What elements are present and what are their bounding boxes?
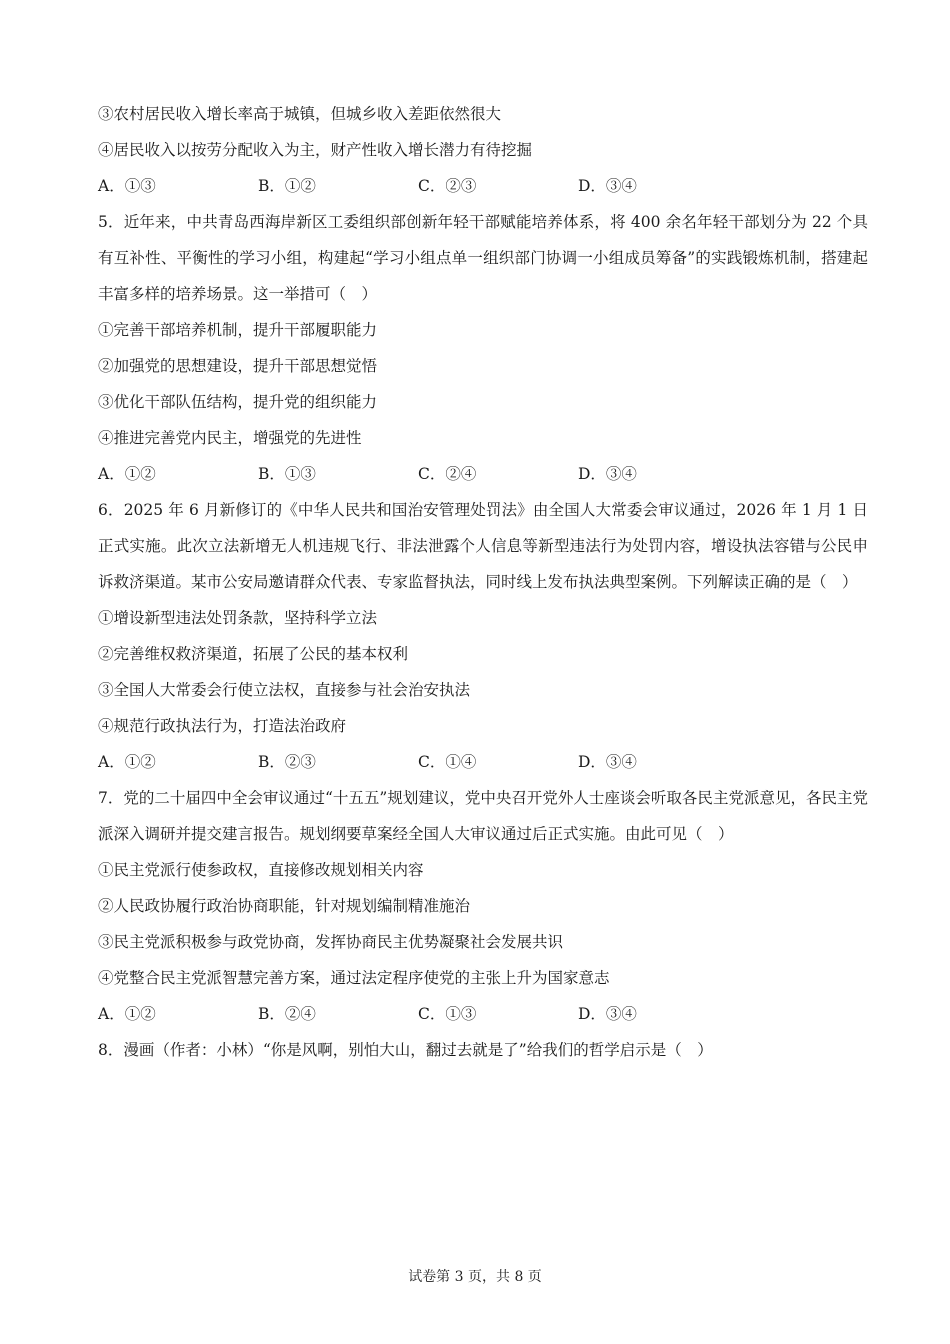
choice-item: ②人民政协履行政治协商职能，针对规划编制精准施治 xyxy=(98,897,471,915)
choice-item: ②完善维权救济渠道，拓展了公民的基本权利 xyxy=(98,645,409,663)
answer-options xyxy=(98,168,868,204)
choice-item: ④规范行政执法行为，打造法治政府 xyxy=(98,717,347,735)
question-stem: 6．2025 年 6 月新修订的《中华人民共和国治安管理处罚法》由全国人大常委会审议通过，2026 年 1 月 1 日正式实施。此次立法新增无人机违规飞行、非法泄露个人信息等新型违法行为处罚内容，增设执法容错与公民申诉救济渠道。某市公安局邀请群众代表、专家监督执法，同时线上发布执法典型案例。下列解读正确的是（ ） xyxy=(98,501,868,591)
choice-item: ④推进完善党内民主，增强党的先进性 xyxy=(98,429,362,447)
page-footer: 试卷第 3 页，共 8 页 xyxy=(408,1269,542,1285)
exam-page-content xyxy=(98,96,868,1068)
option-a: A．①② xyxy=(98,1005,156,1023)
question-6 xyxy=(98,492,868,780)
option-d: D．③④ xyxy=(578,177,637,195)
option-d: D．③④ xyxy=(578,753,637,771)
choice-item: ④居民收入以按劳分配收入为主，财产性收入增长潜力有待挖掘 xyxy=(98,141,533,159)
option-b: B．①② xyxy=(258,177,316,195)
choice-item: ①增设新型违法处罚条款，坚持科学立法 xyxy=(98,609,378,627)
choice-item: ③优化干部队伍结构，提升党的组织能力 xyxy=(98,393,378,411)
option-d: D．③④ xyxy=(578,1005,637,1023)
choice-item: ①完善干部培养机制，提升干部履职能力 xyxy=(98,321,378,339)
question-8 xyxy=(98,1032,868,1068)
choice-item: ①民主党派行使参政权，直接修改规划相关内容 xyxy=(98,861,424,879)
option-d: D．③④ xyxy=(578,465,637,483)
option-c: C．①④ xyxy=(418,753,477,771)
option-c: C．①③ xyxy=(418,1005,477,1023)
choice-item: ③民主党派积极参与政党协商，发挥协商民主优势凝聚社会发展共识 xyxy=(98,933,564,951)
answer-options xyxy=(98,744,868,780)
option-b: B．②④ xyxy=(258,1005,316,1023)
choice-item: ③全国人大常委会行使立法权，直接参与社会治安执法 xyxy=(98,681,471,699)
question-stem: 8．漫画（作者：小林）“你是风啊，别怕大山，翻过去就是了”给我们的哲学启示是（ ） xyxy=(98,1041,713,1059)
question-stem: 5．近年来，中共青岛西海岸新区工委组织部创新年轻干部赋能培养体系，将 400 余名年轻干部划分为 22 个具有互补性、平衡性的学习小组，构建起“学习小组点单一组织部门协调一小组成员筹备”的实践锻炼机制，搭建起丰富多样的培养场景。这一举措可（ ） xyxy=(98,213,868,303)
choice-item: ②加强党的思想建设，提升干部思想觉悟 xyxy=(98,357,378,375)
option-b: B．②③ xyxy=(258,753,316,771)
option-a: A．①② xyxy=(98,465,156,483)
option-b: B．①③ xyxy=(258,465,316,483)
question-stem: 7．党的二十届四中全会审议通过“十五五”规划建议，党中央召开党外人士座谈会听取各民主党派意见，各民主党派深入调研并提交建言报告。规划纲要草案经全国人大审议通过后正式实施。由此可见（ ） xyxy=(98,789,868,843)
option-c: C．②④ xyxy=(418,465,477,483)
answer-options xyxy=(98,996,868,1032)
question-4-tail xyxy=(98,96,868,204)
option-c: C．②③ xyxy=(418,177,477,195)
answer-options xyxy=(98,456,868,492)
question-5 xyxy=(98,204,868,492)
option-a: A．①② xyxy=(98,753,156,771)
choice-item: ④党整合民主党派智慧完善方案，通过法定程序使党的主张上升为国家意志 xyxy=(98,969,610,987)
option-a: A．①③ xyxy=(98,177,156,195)
question-7 xyxy=(98,780,868,1032)
choice-item: ③农村居民收入增长率高于城镇，但城乡收入差距依然很大 xyxy=(98,105,502,123)
